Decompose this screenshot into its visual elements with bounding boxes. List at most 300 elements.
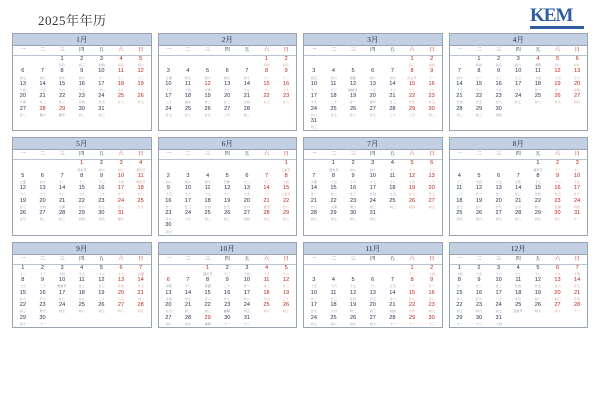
day-cell[interactable]: [159, 185, 179, 197]
day-cell[interactable]: [131, 198, 151, 210]
day-cell[interactable]: [92, 106, 112, 118]
day-cell[interactable]: [548, 185, 568, 197]
day-cell[interactable]: [257, 198, 277, 210]
day-cell[interactable]: [159, 210, 179, 222]
day-cell[interactable]: [567, 210, 587, 222]
day-cell[interactable]: [469, 290, 489, 302]
day-cell[interactable]: [217, 290, 237, 302]
day-cell[interactable]: [257, 210, 277, 222]
day-cell[interactable]: [528, 277, 548, 289]
day-cell[interactable]: [548, 290, 568, 302]
day-cell[interactable]: [567, 81, 587, 93]
day-cell[interactable]: [304, 198, 324, 210]
day-cell[interactable]: [276, 277, 296, 289]
day-cell[interactable]: [131, 302, 151, 314]
day-cell[interactable]: [324, 277, 344, 289]
day-cell[interactable]: [304, 277, 324, 289]
day-cell[interactable]: [72, 68, 92, 80]
day-cell[interactable]: [469, 185, 489, 197]
day-cell[interactable]: [324, 315, 344, 327]
day-cell[interactable]: [217, 185, 237, 197]
day-cell[interactable]: [198, 68, 218, 80]
day-cell[interactable]: [489, 81, 509, 93]
day-cell[interactable]: [198, 290, 218, 302]
day-cell[interactable]: [304, 290, 324, 302]
day-cell[interactable]: [567, 290, 587, 302]
day-cell[interactable]: [131, 160, 151, 173]
day-cell[interactable]: [33, 302, 53, 314]
day-cell[interactable]: [469, 93, 489, 105]
day-cell[interactable]: [237, 277, 257, 289]
day-cell[interactable]: [528, 185, 548, 197]
day-cell[interactable]: [548, 173, 568, 185]
day-cell[interactable]: [257, 302, 277, 314]
day-cell[interactable]: [383, 160, 403, 173]
day-cell[interactable]: [33, 93, 53, 105]
day-cell[interactable]: [343, 302, 363, 314]
day-cell[interactable]: [450, 93, 470, 105]
day-cell[interactable]: [402, 302, 422, 314]
day-cell[interactable]: [304, 315, 324, 327]
day-cell[interactable]: [159, 106, 179, 118]
day-cell[interactable]: [489, 56, 509, 69]
day-cell[interactable]: [178, 68, 198, 80]
day-cell[interactable]: [402, 81, 422, 93]
day-cell[interactable]: [198, 264, 218, 277]
day-cell[interactable]: [13, 68, 33, 80]
day-cell[interactable]: [92, 68, 112, 80]
day-cell[interactable]: [52, 93, 72, 105]
day-cell[interactable]: [324, 198, 344, 210]
day-cell[interactable]: [92, 264, 112, 277]
day-cell[interactable]: [237, 302, 257, 314]
day-cell[interactable]: [450, 315, 470, 327]
day-cell[interactable]: [508, 290, 528, 302]
day-cell[interactable]: [422, 302, 442, 314]
day-cell[interactable]: [567, 302, 587, 314]
day-cell[interactable]: [528, 81, 548, 93]
day-cell[interactable]: [52, 277, 72, 289]
day-cell[interactable]: [304, 106, 324, 118]
day-cell[interactable]: [304, 118, 324, 130]
day-cell[interactable]: [383, 106, 403, 118]
day-cell[interactable]: [402, 93, 422, 105]
day-cell[interactable]: [402, 198, 422, 210]
day-cell[interactable]: [237, 185, 257, 197]
day-cell[interactable]: [422, 93, 442, 105]
day-cell[interactable]: [422, 68, 442, 80]
day-cell[interactable]: [528, 198, 548, 210]
day-cell[interactable]: [304, 173, 324, 185]
day-cell[interactable]: [450, 198, 470, 210]
day-cell[interactable]: [343, 198, 363, 210]
day-cell[interactable]: [567, 198, 587, 210]
day-cell[interactable]: [217, 93, 237, 105]
day-cell[interactable]: [304, 302, 324, 314]
day-cell[interactable]: [567, 185, 587, 197]
day-cell[interactable]: [450, 106, 470, 118]
day-cell[interactable]: [178, 198, 198, 210]
day-cell[interactable]: [72, 198, 92, 210]
day-cell[interactable]: [363, 160, 383, 173]
day-cell[interactable]: [469, 198, 489, 210]
day-cell[interactable]: [383, 198, 403, 210]
day-cell[interactable]: [276, 302, 296, 314]
day-cell[interactable]: [237, 93, 257, 105]
day-cell[interactable]: [131, 93, 151, 105]
day-cell[interactable]: [450, 210, 470, 222]
day-cell[interactable]: [343, 315, 363, 327]
day-cell[interactable]: [489, 185, 509, 197]
day-cell[interactable]: [402, 106, 422, 118]
day-cell[interactable]: [567, 93, 587, 105]
day-cell[interactable]: [383, 185, 403, 197]
day-cell[interactable]: [276, 56, 296, 69]
day-cell[interactable]: [383, 277, 403, 289]
day-cell[interactable]: [528, 264, 548, 277]
day-cell[interactable]: [178, 173, 198, 185]
day-cell[interactable]: [363, 81, 383, 93]
day-cell[interactable]: [178, 185, 198, 197]
day-cell[interactable]: [304, 68, 324, 80]
day-cell[interactable]: [489, 290, 509, 302]
day-cell[interactable]: [528, 210, 548, 222]
day-cell[interactable]: [13, 290, 33, 302]
day-cell[interactable]: [159, 93, 179, 105]
day-cell[interactable]: [178, 302, 198, 314]
day-cell[interactable]: [402, 290, 422, 302]
day-cell[interactable]: [178, 277, 198, 289]
day-cell[interactable]: [217, 264, 237, 277]
day-cell[interactable]: [469, 277, 489, 289]
day-cell[interactable]: [450, 264, 470, 277]
day-cell[interactable]: [33, 277, 53, 289]
day-cell[interactable]: [13, 198, 33, 210]
day-cell[interactable]: [72, 81, 92, 93]
day-cell[interactable]: [508, 302, 528, 314]
day-cell[interactable]: [111, 302, 131, 314]
day-cell[interactable]: [363, 302, 383, 314]
day-cell[interactable]: [257, 93, 277, 105]
day-cell[interactable]: [131, 173, 151, 185]
day-cell[interactable]: [383, 81, 403, 93]
day-cell[interactable]: [257, 290, 277, 302]
day-cell[interactable]: [324, 185, 344, 197]
day-cell[interactable]: [13, 93, 33, 105]
day-cell[interactable]: [422, 198, 442, 210]
day-cell[interactable]: [72, 277, 92, 289]
day-cell[interactable]: [363, 106, 383, 118]
day-cell[interactable]: [237, 264, 257, 277]
day-cell[interactable]: [72, 106, 92, 118]
day-cell[interactable]: [276, 290, 296, 302]
day-cell[interactable]: [33, 81, 53, 93]
day-cell[interactable]: [489, 302, 509, 314]
day-cell[interactable]: [567, 160, 587, 173]
day-cell[interactable]: [131, 277, 151, 289]
day-cell[interactable]: [13, 81, 33, 93]
day-cell[interactable]: [198, 81, 218, 93]
day-cell[interactable]: [13, 264, 33, 277]
day-cell[interactable]: [13, 185, 33, 197]
day-cell[interactable]: [422, 81, 442, 93]
day-cell[interactable]: [159, 68, 179, 80]
day-cell[interactable]: [33, 173, 53, 185]
day-cell[interactable]: [159, 198, 179, 210]
day-cell[interactable]: [276, 198, 296, 210]
day-cell[interactable]: [92, 56, 112, 69]
day-cell[interactable]: [324, 210, 344, 222]
day-cell[interactable]: [52, 302, 72, 314]
day-cell[interactable]: [304, 210, 324, 222]
day-cell[interactable]: [469, 81, 489, 93]
day-cell[interactable]: [198, 198, 218, 210]
day-cell[interactable]: [324, 302, 344, 314]
day-cell[interactable]: [198, 302, 218, 314]
day-cell[interactable]: [528, 56, 548, 69]
day-cell[interactable]: [343, 106, 363, 118]
day-cell[interactable]: [52, 264, 72, 277]
day-cell[interactable]: [528, 68, 548, 80]
day-cell[interactable]: [217, 81, 237, 93]
day-cell[interactable]: [343, 185, 363, 197]
day-cell[interactable]: [343, 210, 363, 222]
day-cell[interactable]: [92, 81, 112, 93]
day-cell[interactable]: [178, 106, 198, 118]
day-cell[interactable]: [13, 277, 33, 289]
day-cell[interactable]: [33, 198, 53, 210]
day-cell[interactable]: [92, 210, 112, 222]
day-cell[interactable]: [111, 264, 131, 277]
day-cell[interactable]: [548, 81, 568, 93]
day-cell[interactable]: [111, 277, 131, 289]
day-cell[interactable]: [508, 68, 528, 80]
day-cell[interactable]: [489, 315, 509, 327]
day-cell[interactable]: [111, 210, 131, 222]
day-cell[interactable]: [52, 81, 72, 93]
day-cell[interactable]: [450, 81, 470, 93]
day-cell[interactable]: [92, 302, 112, 314]
day-cell[interactable]: [489, 198, 509, 210]
day-cell[interactable]: [324, 106, 344, 118]
day-cell[interactable]: [131, 185, 151, 197]
day-cell[interactable]: [508, 93, 528, 105]
day-cell[interactable]: [72, 185, 92, 197]
day-cell[interactable]: [217, 68, 237, 80]
day-cell[interactable]: [363, 210, 383, 222]
day-cell[interactable]: [237, 68, 257, 80]
day-cell[interactable]: [422, 106, 442, 118]
day-cell[interactable]: [363, 315, 383, 327]
day-cell[interactable]: [159, 277, 179, 289]
day-cell[interactable]: [422, 277, 442, 289]
day-cell[interactable]: [469, 68, 489, 80]
day-cell[interactable]: [450, 185, 470, 197]
day-cell[interactable]: [324, 93, 344, 105]
day-cell[interactable]: [13, 106, 33, 118]
day-cell[interactable]: [422, 264, 442, 277]
day-cell[interactable]: [13, 173, 33, 185]
day-cell[interactable]: [159, 81, 179, 93]
day-cell[interactable]: [402, 173, 422, 185]
day-cell[interactable]: [422, 315, 442, 327]
day-cell[interactable]: [324, 173, 344, 185]
day-cell[interactable]: [548, 93, 568, 105]
day-cell[interactable]: [111, 198, 131, 210]
day-cell[interactable]: [111, 185, 131, 197]
day-cell[interactable]: [528, 302, 548, 314]
day-cell[interactable]: [276, 160, 296, 173]
day-cell[interactable]: [469, 315, 489, 327]
day-cell[interactable]: [343, 81, 363, 93]
day-cell[interactable]: [469, 56, 489, 69]
day-cell[interactable]: [198, 106, 218, 118]
day-cell[interactable]: [159, 290, 179, 302]
day-cell[interactable]: [383, 315, 403, 327]
day-cell[interactable]: [422, 173, 442, 185]
day-cell[interactable]: [217, 210, 237, 222]
day-cell[interactable]: [159, 173, 179, 185]
day-cell[interactable]: [198, 173, 218, 185]
day-cell[interactable]: [422, 185, 442, 197]
day-cell[interactable]: [324, 160, 344, 173]
day-cell[interactable]: [548, 56, 568, 69]
day-cell[interactable]: [567, 56, 587, 69]
day-cell[interactable]: [33, 185, 53, 197]
day-cell[interactable]: [528, 93, 548, 105]
day-cell[interactable]: [304, 185, 324, 197]
day-cell[interactable]: [72, 302, 92, 314]
day-cell[interactable]: [402, 56, 422, 69]
day-cell[interactable]: [450, 277, 470, 289]
day-cell[interactable]: [450, 68, 470, 80]
day-cell[interactable]: [469, 106, 489, 118]
day-cell[interactable]: [198, 315, 218, 327]
day-cell[interactable]: [72, 173, 92, 185]
day-cell[interactable]: [237, 315, 257, 327]
day-cell[interactable]: [363, 68, 383, 80]
day-cell[interactable]: [276, 264, 296, 277]
day-cell[interactable]: [198, 277, 218, 289]
day-cell[interactable]: [343, 68, 363, 80]
day-cell[interactable]: [257, 56, 277, 69]
day-cell[interactable]: [111, 173, 131, 185]
day-cell[interactable]: [13, 210, 33, 222]
day-cell[interactable]: [508, 277, 528, 289]
day-cell[interactable]: [363, 198, 383, 210]
day-cell[interactable]: [343, 93, 363, 105]
day-cell[interactable]: [72, 56, 92, 69]
day-cell[interactable]: [217, 173, 237, 185]
day-cell[interactable]: [131, 81, 151, 93]
day-cell[interactable]: [343, 277, 363, 289]
day-cell[interactable]: [402, 160, 422, 173]
day-cell[interactable]: [489, 93, 509, 105]
day-cell[interactable]: [489, 68, 509, 80]
day-cell[interactable]: [402, 264, 422, 277]
day-cell[interactable]: [237, 81, 257, 93]
day-cell[interactable]: [198, 185, 218, 197]
day-cell[interactable]: [131, 290, 151, 302]
day-cell[interactable]: [469, 264, 489, 277]
day-cell[interactable]: [52, 106, 72, 118]
day-cell[interactable]: [343, 173, 363, 185]
day-cell[interactable]: [237, 173, 257, 185]
day-cell[interactable]: [217, 106, 237, 118]
day-cell[interactable]: [304, 93, 324, 105]
day-cell[interactable]: [111, 56, 131, 69]
day-cell[interactable]: [363, 173, 383, 185]
day-cell[interactable]: [304, 81, 324, 93]
day-cell[interactable]: [237, 210, 257, 222]
day-cell[interactable]: [257, 173, 277, 185]
day-cell[interactable]: [548, 210, 568, 222]
day-cell[interactable]: [178, 315, 198, 327]
day-cell[interactable]: [72, 210, 92, 222]
day-cell[interactable]: [548, 198, 568, 210]
day-cell[interactable]: [92, 93, 112, 105]
day-cell[interactable]: [198, 93, 218, 105]
day-cell[interactable]: [257, 185, 277, 197]
day-cell[interactable]: [92, 185, 112, 197]
day-cell[interactable]: [508, 264, 528, 277]
day-cell[interactable]: [508, 210, 528, 222]
day-cell[interactable]: [72, 160, 92, 173]
day-cell[interactable]: [508, 173, 528, 185]
day-cell[interactable]: [131, 56, 151, 69]
day-cell[interactable]: [363, 290, 383, 302]
day-cell[interactable]: [159, 315, 179, 327]
day-cell[interactable]: [52, 173, 72, 185]
day-cell[interactable]: [528, 173, 548, 185]
day-cell[interactable]: [383, 302, 403, 314]
day-cell[interactable]: [13, 302, 33, 314]
day-cell[interactable]: [72, 93, 92, 105]
day-cell[interactable]: [489, 277, 509, 289]
day-cell[interactable]: [469, 210, 489, 222]
day-cell[interactable]: [324, 81, 344, 93]
day-cell[interactable]: [548, 160, 568, 173]
day-cell[interactable]: [92, 198, 112, 210]
day-cell[interactable]: [508, 81, 528, 93]
day-cell[interactable]: [237, 198, 257, 210]
day-cell[interactable]: [92, 277, 112, 289]
day-cell[interactable]: [422, 56, 442, 69]
day-cell[interactable]: [52, 198, 72, 210]
day-cell[interactable]: [276, 173, 296, 185]
day-cell[interactable]: [383, 290, 403, 302]
day-cell[interactable]: [33, 106, 53, 118]
day-cell[interactable]: [567, 264, 587, 277]
day-cell[interactable]: [257, 68, 277, 80]
day-cell[interactable]: [217, 302, 237, 314]
day-cell[interactable]: [422, 290, 442, 302]
day-cell[interactable]: [237, 106, 257, 118]
day-cell[interactable]: [450, 173, 470, 185]
day-cell[interactable]: [131, 68, 151, 80]
day-cell[interactable]: [363, 277, 383, 289]
day-cell[interactable]: [178, 290, 198, 302]
day-cell[interactable]: [450, 290, 470, 302]
day-cell[interactable]: [508, 56, 528, 69]
day-cell[interactable]: [402, 68, 422, 80]
day-cell[interactable]: [257, 264, 277, 277]
day-cell[interactable]: [33, 210, 53, 222]
day-cell[interactable]: [363, 93, 383, 105]
day-cell[interactable]: [52, 56, 72, 69]
day-cell[interactable]: [383, 93, 403, 105]
day-cell[interactable]: [92, 173, 112, 185]
